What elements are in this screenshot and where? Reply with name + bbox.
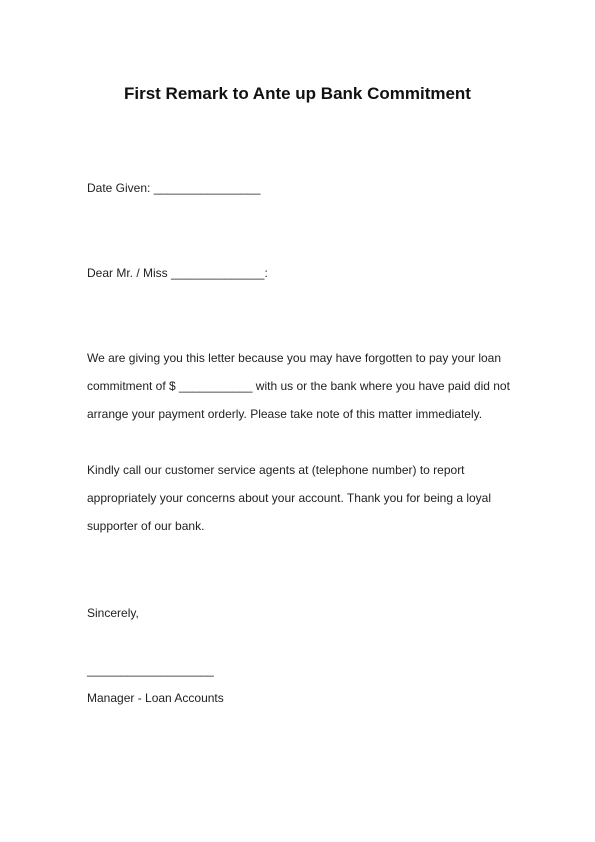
signature-line: ___________________ xyxy=(87,663,214,677)
paragraph1-line-2: commitment of $ ___________ with us or the bank where you have paid did not xyxy=(87,379,510,393)
paragraph2-line-2: appropriately your concerns about your account. Thank you for being a loyal xyxy=(87,491,492,505)
paragraph1-line-1: We are giving you this letter because you may have forgotten to pay your loan xyxy=(87,351,502,365)
paragraph2-line-1: Kindly call our customer service agents at (telephone number) to report xyxy=(87,463,465,477)
salutation-line: Dear Mr. / Miss ______________: xyxy=(87,266,268,280)
signatory-title: Manager - Loan Accounts xyxy=(87,691,224,705)
date-given-line: Date Given: ________________ xyxy=(87,181,261,195)
closing-line: Sincerely, xyxy=(87,606,139,620)
document-title: First Remark to Ante up Bank Commitment xyxy=(124,84,471,103)
paragraph2-line-3: supporter of our bank. xyxy=(87,519,205,533)
paragraph1-line-3: arrange your payment orderly. Please take note of this matter immediately. xyxy=(87,407,483,421)
